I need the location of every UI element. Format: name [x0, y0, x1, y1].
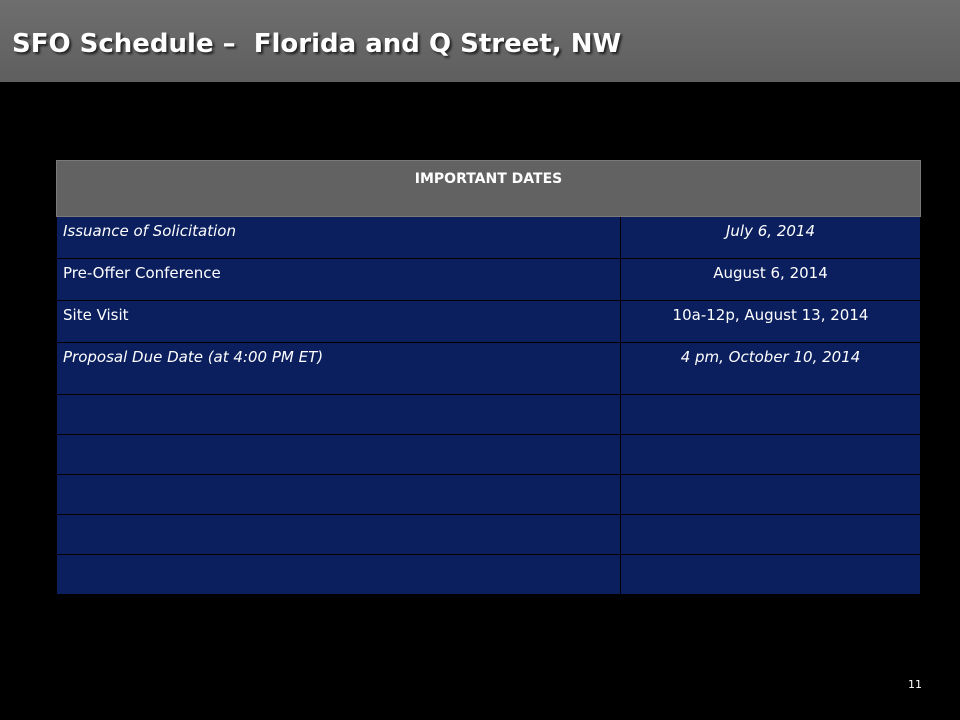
event-cell: Issuance of Solicitation: [57, 217, 621, 259]
table-row: [57, 343, 921, 395]
date-cell: July 6, 2014: [621, 217, 921, 259]
date-cell: 10a-12p, August 13, 2014: [621, 301, 921, 343]
empty-cell: [57, 515, 621, 555]
table-row: [57, 217, 921, 259]
empty-cell: [621, 515, 921, 555]
page-number: 11: [908, 678, 922, 691]
empty-cell: [621, 395, 921, 435]
table-row: [57, 301, 921, 343]
empty-cell: [621, 475, 921, 515]
empty-table-row: [57, 395, 921, 435]
event-cell: Site Visit: [57, 301, 621, 343]
empty-cell: [57, 555, 621, 595]
date-cell: August 6, 2014: [621, 259, 921, 301]
title-bar: [0, 0, 960, 82]
empty-cell: [57, 435, 621, 475]
empty-table-row: [57, 435, 921, 475]
slide-title: SFO Schedule – Florida and Q Street, NW: [12, 29, 622, 59]
empty-table-row: [57, 555, 921, 595]
empty-cell: [57, 475, 621, 515]
table-header-row: [57, 161, 921, 217]
table-row: [57, 259, 921, 301]
empty-cell: [621, 555, 921, 595]
important-dates-table: [56, 160, 921, 595]
date-cell: 4 pm, October 10, 2014: [621, 343, 921, 395]
empty-cell: [621, 435, 921, 475]
empty-table-row: [57, 475, 921, 515]
table-header: IMPORTANT DATES: [57, 161, 921, 217]
event-cell: Proposal Due Date (at 4:00 PM ET): [57, 343, 621, 395]
empty-cell: [57, 395, 621, 435]
empty-table-row: [57, 515, 921, 555]
event-cell: Pre-Offer Conference: [57, 259, 621, 301]
